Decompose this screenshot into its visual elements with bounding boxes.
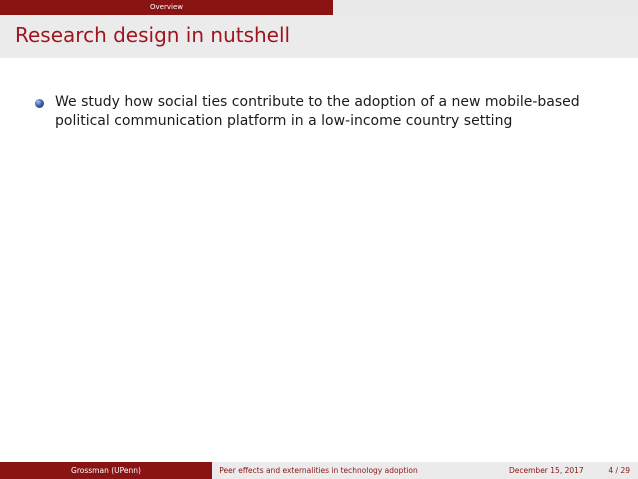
nav-section-overview[interactable]: Overview (0, 0, 333, 15)
footer-date: December 15, 2017 (509, 466, 584, 475)
navigation-bar (0, 0, 638, 15)
footer-author: Grossman (UPenn) (0, 462, 212, 479)
slide-content (35, 93, 610, 131)
bullet-item (35, 93, 610, 131)
bullet-text: We study how social ties contribute to the adoption of a new mobile-based political communication platform in a low-income country setting (55, 94, 580, 129)
frame-title-bar (0, 15, 638, 58)
footer (0, 462, 638, 479)
footer-page-number: 4 / 29 (608, 466, 630, 475)
footer-title: Peer effects and externalities in technology adoption (212, 462, 425, 479)
frame-title: Research design in nutshell (15, 23, 291, 47)
bullet-ball-icon (35, 99, 44, 108)
footer-right-block (425, 462, 638, 479)
